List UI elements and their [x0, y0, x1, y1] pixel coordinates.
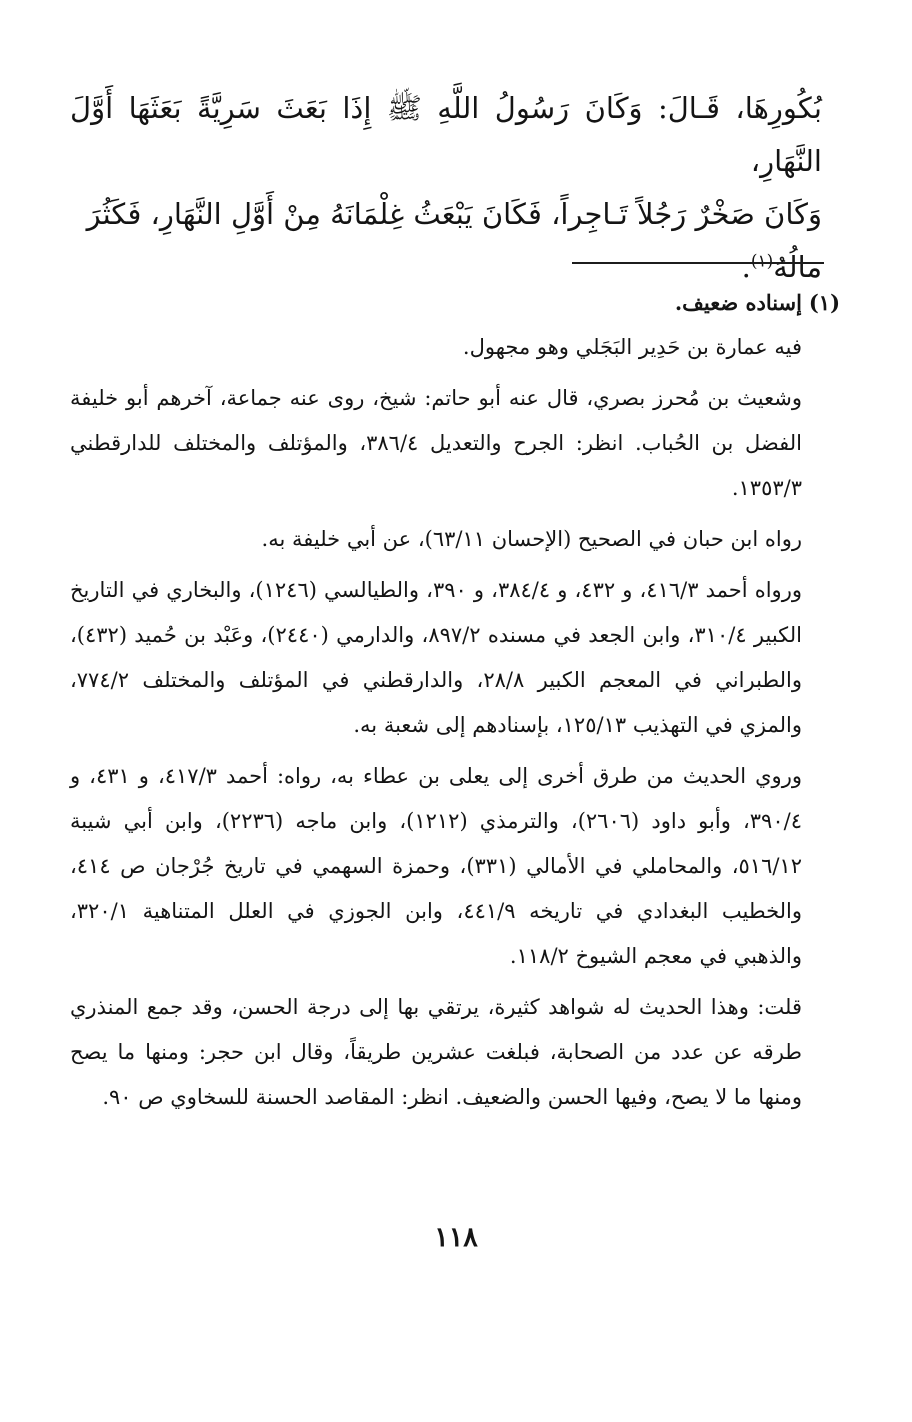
main-text-fragment: مالُهُ — [773, 250, 822, 284]
main-text-line: وَكَانَ صَخْرٌ رَجُلاً تَـاجِراً، فَكَانَ يَبْعَثُ غِلْمَانَهُ مِنْ أَوَّلِ النَّهَارِ، فَكَثُرَ — [86, 197, 822, 231]
footnote-paragraph: رواه ابن حبان في الصحيح (الإحسان ٦٣/١١)، عن أبي خليفة به. — [261, 527, 802, 551]
footnote-separator — [572, 262, 824, 264]
footnote-paragraph: قلت: وهذا الحديث له شواهد كثيرة، يرتقي بها إلى درجة الحسن، وقد جمع المنذري طرقه عن عدد من الصحابة، فبلغت عشرين طريقاً، وقال ابن حجر: ومنها ما يصح ومنها ما لا يصح، وفيها الحسن والضعيف. انظر: المقاصد الحسنة للسخاوي ص ٩٠. — [70, 995, 802, 1109]
footnote-heading — [70, 280, 840, 325]
footnote-title: إسناده ضعيف. — [674, 290, 802, 315]
footnote — [70, 280, 840, 1120]
footnote-paragraph: وروي الحديث من طرق أخرى إلى يعلى بن عطاء به، رواه: أحمد ٤١٧/٣، و ٤٣١، و ٣٩٠/٤، وأبو داود (٢٦٠٦)، والترمذي (١٢١٢)، وابن ماجه (٢٢٣٦)، وابن أبي شيبة ٥١٦/١٢، والمحاملي في الأمالي (٣٣١)، وحمزة السهمي في تاريخ جُرْجان ص ٤١٤، والخطيب البغدادي في تاريخه ٤٤١/٩، وابن الجوزي في العلل المتناهية ٣٢٠/١، والذهبي في معجم الشيوخ ١١٨/٢. — [70, 764, 802, 968]
footnote-body — [70, 325, 802, 1120]
footnote-paragraph: وشعيث بن مُحرز بصري، قال عنه أبو حاتم: شيخ، روى عنه جماعة، آخرهم أبو خليفة الفضل بن الحُباب. انظر: الجرح والتعديل ٣٨٦/٤، والمؤتلف والمختلف للدارقطني ١٣٥٣/٣. — [70, 386, 802, 500]
main-text-line: بُكُورِهَا، قَـالَ: وَكَانَ رَسُولُ اللَّهِ ﷺ إِذَا بَعَثَ سَرِيَّةً بَعَثَهَا أَوَّلَ النَّهَارِ، — [70, 91, 822, 178]
main-text-fragment: . — [741, 250, 751, 284]
footnote-reference[interactable]: (١) — [750, 251, 774, 272]
page-number: ١١٨ — [434, 1222, 478, 1253]
footnote-paragraph: ورواه أحمد ٤١٦/٣، و ٤٣٢، و ٣٨٤/٤، و ٣٩٠، والطيالسي (١٢٤٦)، والبخاري في التاريخ الكبير ٣١٠/٤، وابن الجعد في مسنده ٨٩٧/٢، والدارمي (٢٤٤٠)، وعَبْد بن حُميد (٤٣٢)، والطبراني في المعجم الكبير ٢٨/٨، والدارقطني في المؤتلف والمختلف ٧٧٤/٢، والمزي في التهذيب ١٢٥/١٣، بإسنادهم إلى شعبة به. — [70, 578, 803, 737]
footnote-paragraph: فيه عمارة بن حَدِير البَجَلي وهو مجهول. — [462, 335, 802, 359]
footnote-number: (١) — [808, 290, 840, 315]
